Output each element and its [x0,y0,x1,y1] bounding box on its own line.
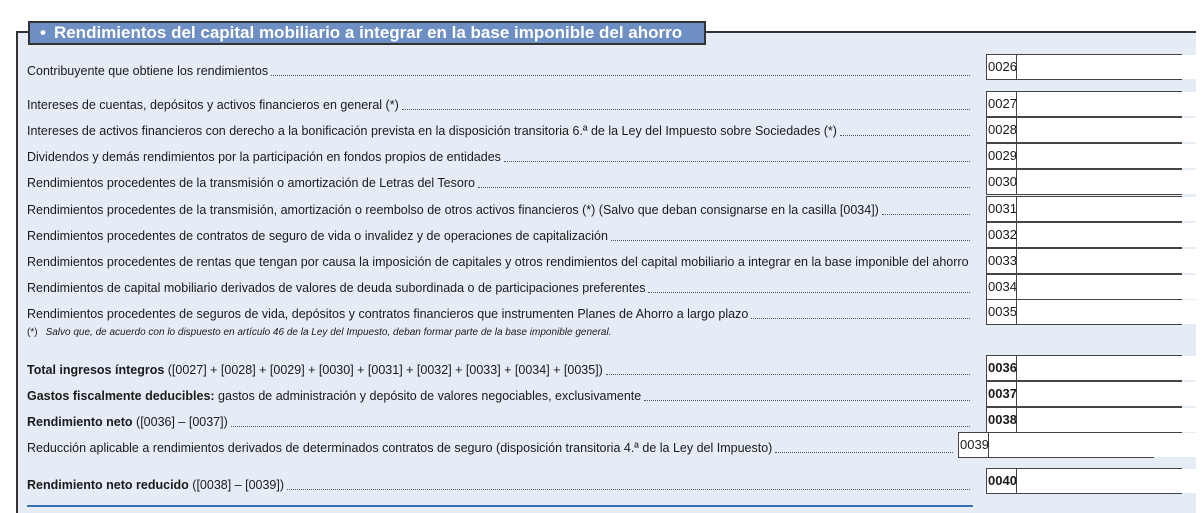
section-header [28,21,706,45]
leader-dots [648,292,970,293]
field-0027-input[interactable] [1017,92,1203,116]
leader-dots [606,374,970,375]
field-code: 0031 [987,197,1017,221]
leader-dots [231,426,970,427]
field-0039[interactable] [958,432,1154,458]
field-0026[interactable] [986,54,1182,80]
field-0040-input[interactable] [1017,469,1203,493]
leader-dots [840,135,970,136]
row-0035 [27,307,972,322]
field-0036[interactable] [986,355,1182,381]
leader-dots [751,318,970,319]
row-label-rest: ([0027] + [0028] + [0029] + [0030] + [0031] + [0032] + [0033] + [0034] + [0035]) [164,363,603,377]
row-label-bold: Rendimiento neto reducido [27,478,189,492]
row-label [27,415,228,430]
field-0035-input[interactable] [1017,300,1203,324]
row-label: Dividendos y demás rendimientos por la participación en fondos propios de entidades [27,150,501,164]
section-title: Rendimientos del capital mobiliario a integrar en la base imponible del ahorro [53,23,683,42]
leader-dots [882,214,970,215]
row-0026 [27,64,972,79]
row-label-rest: ([0038] – [0039]) [188,478,285,492]
row-0028 [27,124,972,139]
row-label [27,363,603,378]
field-0027[interactable] [986,91,1182,117]
row-0030 [27,176,972,191]
row-label: Rendimientos procedentes de seguros de vida, depósitos y contratos financieros que instrumenten Planes de Ahorro a largo plazo [27,307,749,321]
field-0031-input[interactable] [1017,197,1203,221]
row-label: Rendimientos procedentes de contratos de seguro de vida o invalidez y de operaciones de capitalización [27,229,608,243]
row-0037 [27,389,972,404]
leader-dots [611,240,970,241]
row-0034 [27,281,972,296]
field-code: 0035 [987,300,1017,324]
leader-dots [271,75,970,76]
row-label-bold: Total ingresos íntegros [27,363,165,377]
leader-dots [775,452,953,453]
row-0027 [27,98,972,113]
field-0037-input[interactable] [1017,382,1203,406]
field-0040[interactable] [986,468,1182,494]
row-0040 [27,478,972,493]
footnote [27,327,612,338]
row-label: Intereses de activos financieros con derecho a la bonificación prevista en la disposición transitoria 6.ª de la Ley del Impuesto sobre Sociedades (*) [27,124,837,138]
field-0034-input[interactable] [1017,275,1203,299]
field-0028[interactable] [986,117,1182,143]
leader-dots [402,109,970,110]
row-label-rest: gastos de administración y depósito de valores negociables, exclusivamente [214,389,642,403]
field-code: 0038 [987,408,1017,432]
field-0037[interactable] [986,381,1182,407]
field-0028-input[interactable] [1017,118,1203,142]
field-0033-input[interactable] [1017,249,1203,273]
field-0030-input[interactable] [1017,170,1203,194]
field-0029[interactable] [986,143,1182,169]
row-0036 [27,363,972,378]
leader-dots [644,400,970,401]
row-0032 [27,229,972,244]
field-code: 0027 [987,92,1017,116]
row-0033 [27,255,972,270]
field-0036-input[interactable] [1017,356,1203,380]
field-code: 0034 [987,275,1017,299]
row-label: Intereses de cuentas, depósitos y activos financieros en general (*) [27,98,399,112]
row-0031 [27,203,972,218]
row-0029 [27,150,972,165]
field-0038[interactable] [986,407,1182,433]
row-label: Contribuyente que obtiene los rendimientos [27,64,269,78]
field-code: 0039 [959,433,989,457]
row-label-rest: ([0036] – [0037]) [132,415,228,429]
field-0039-input[interactable] [989,433,1200,457]
field-code: 0030 [987,170,1017,194]
field-0032[interactable] [986,222,1182,248]
field-0033[interactable] [986,248,1182,274]
footnote-text: Salvo que, de acuerdo con lo dispuesto en artículo 46 de la Ley del Impuesto, deban formar parte de la base imponible general. [45,327,612,338]
field-0031[interactable] [986,196,1182,222]
footnote-marker: (*) [27,327,38,338]
row-label [27,478,284,493]
field-code: 0033 [987,249,1017,273]
field-code: 0037 [987,382,1017,406]
field-code: 0036 [987,356,1017,380]
leader-dots [478,187,970,188]
row-0038 [27,415,972,430]
row-label-bold: Rendimiento neto [27,415,133,429]
leader-dots [287,489,970,490]
field-0038-input[interactable] [1017,408,1203,432]
row-0039 [27,441,955,456]
section-bottom-rule [27,505,973,507]
field-0026-input[interactable] [1017,55,1203,79]
field-0032-input[interactable] [1017,223,1203,247]
field-0030[interactable] [986,169,1182,195]
field-0029-input[interactable] [1017,144,1203,168]
field-code: 0028 [987,118,1017,142]
field-0035[interactable] [986,299,1182,325]
field-code: 0029 [987,144,1017,168]
row-label: Reducción aplicable a rendimientos derivados de determinados contratos de seguro (disposición transitoria 4.ª de la Ley del Impuesto) [27,441,773,455]
row-label: Rendimientos de capital mobiliario derivados de valores de deuda subordinada o de participaciones preferentes [27,281,646,295]
row-label: Rendimientos procedentes de rentas que tengan por causa la imposición de capitales y otros rendimientos del capital mobiliario a integrar en la base imponible del ahorro [27,255,969,269]
row-label-bold: Gastos fiscalmente deducibles: [27,389,215,403]
leader-dots [504,161,970,162]
field-code: 0026 [987,55,1017,79]
bullet-icon: • [40,23,46,42]
field-0034[interactable] [986,274,1182,300]
row-label [27,389,641,404]
row-label: Rendimientos procedentes de la transmisión, amortización o reembolso de otros activos financieros (*) (Salvo que deban consignarse en la casilla [0034]) [27,203,879,217]
field-code: 0040 [987,469,1017,493]
row-label: Rendimientos procedentes de la transmisión o amortización de Letras del Tesoro [27,176,475,190]
field-code: 0032 [987,223,1017,247]
